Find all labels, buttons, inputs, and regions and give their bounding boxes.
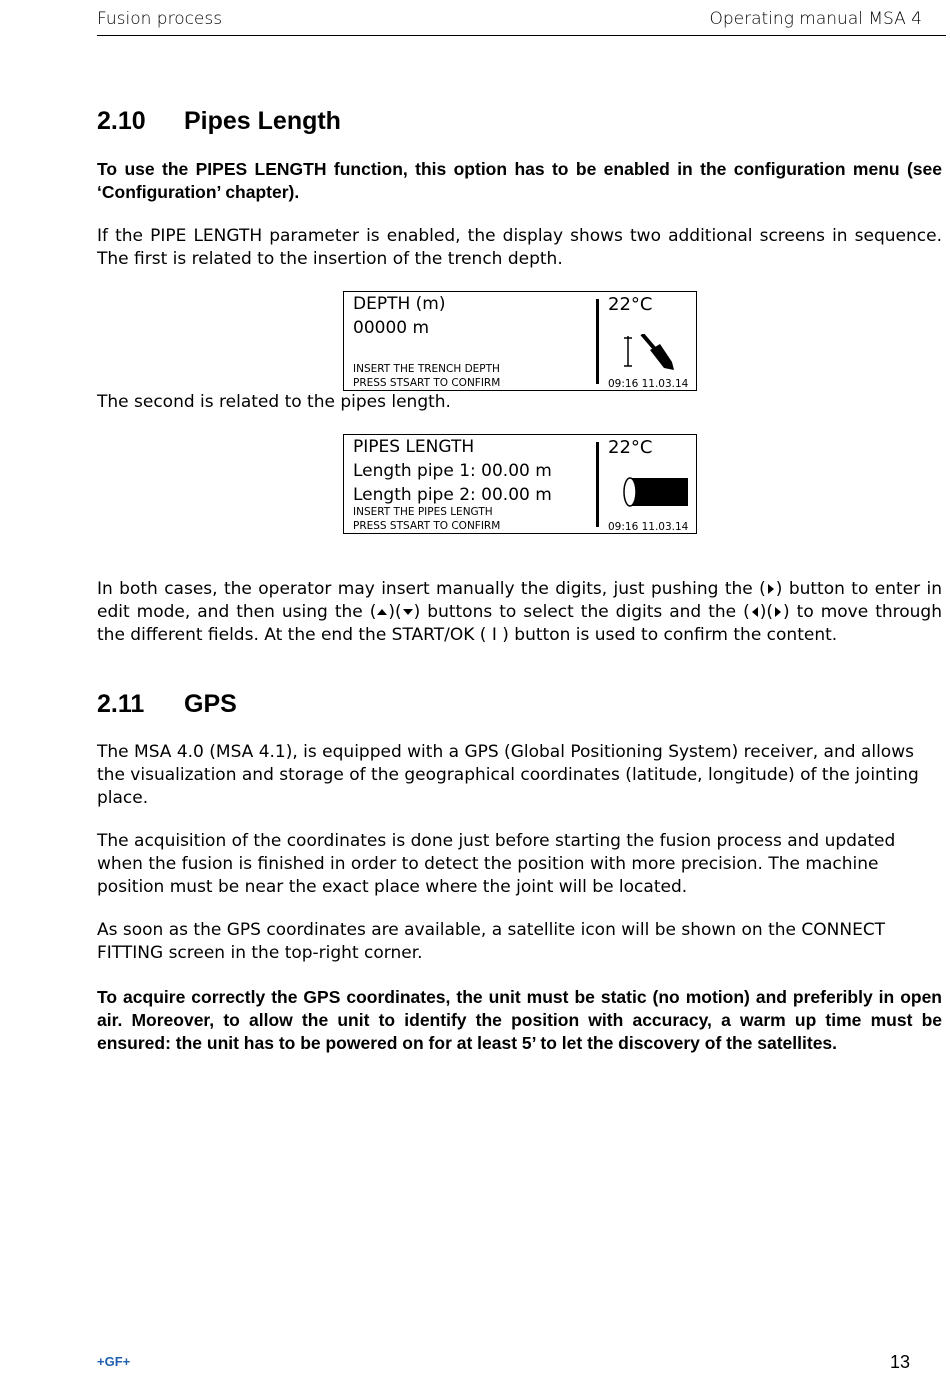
arrow-right-icon: [766, 583, 776, 595]
screen-divider: [596, 299, 599, 384]
section-number: 2.11: [97, 690, 145, 718]
screen-line-1: Length pipe 1: 00.00 m: [353, 461, 552, 481]
shovel-icon: [620, 334, 680, 374]
screen-clock: 09:16 11.03.14: [608, 378, 689, 390]
section-heading-pipes-length: [97, 107, 341, 136]
screen-line-2: Length pipe 2: 00.00 m: [353, 485, 552, 505]
paragraph-gps-acquisition: The acquisition of the coordinates is done just before starting the fusion process and updated when the fusion is finished in order to detect the position with more precision. The machine position must be near the exact place where the joint will be located.: [97, 831, 896, 897]
text-run: ) to move through the different fields. At the end the START/OK ( I ) button is used to confirm the content.: [97, 602, 942, 645]
header-right: Operating manual MSA 4: [709, 9, 922, 29]
page-header: [97, 9, 946, 36]
paragraph-second: The second is related to the pipes length.: [97, 392, 451, 412]
pipes-length-screen: [343, 434, 697, 534]
screen-clock: 09:16 11.03.14: [608, 521, 689, 533]
arrow-right-icon: [773, 606, 783, 618]
screen-hint: PRESS STSART TO CONFIRM: [353, 377, 501, 389]
section-title: GPS: [184, 690, 237, 718]
screen-divider: [596, 442, 599, 527]
text-run: In both cases, the operator may insert manually the digits, just pushing the (: [97, 579, 766, 599]
text-run: ) button to enter in edit mode, and then using the (: [97, 579, 943, 622]
screen-hint: INSERT THE TRENCH DEPTH: [353, 363, 500, 375]
screen-hint: PRESS STSART TO CONFIRM: [353, 520, 501, 532]
screen-title: DEPTH (m): [353, 294, 446, 314]
section-title: Pipes Length: [184, 107, 341, 135]
temperature-label: 22°C: [608, 437, 653, 458]
arrow-left-icon: [750, 606, 760, 618]
pipe-icon: [621, 475, 691, 509]
bold-gps-note: To acquire correctly the GPS coordinates, the unit must be static (no motion) and preferibly in open air. Moreover, to allow the unit to identify the position with accuracy, a warm up time must be ensured: the unit has to be powered on for at least 5’ to let the discovery of the satellites.: [97, 987, 942, 1053]
gf-logo: +GF+: [97, 1354, 131, 1369]
bold-intro: To use the PIPES LENGTH function, this option has to be enabled in the configuration menu (see ‘Configuration’ chapter).: [97, 159, 942, 202]
paragraph-gps-intro: The MSA 4.0 (MSA 4.1), is equipped with a GPS (Global Positioning System) receiver, and allows the visualization and storage of the geographical coordinates (latitude, longitude) of the jointing place.: [97, 742, 919, 808]
temperature-label: 22°C: [608, 294, 653, 315]
paragraph-intro: If the PIPE LENGTH parameter is enabled, the display shows two additional screens in sequence. The first is related to the insertion of the trench depth.: [97, 226, 942, 269]
text-run: )(: [759, 602, 774, 622]
screen-title: PIPES LENGTH: [353, 437, 475, 457]
paragraph-edit-instructions: [97, 578, 942, 647]
depth-screen: [343, 291, 697, 391]
screen-value: 00000 m: [353, 318, 430, 338]
page-number: 13: [889, 1352, 910, 1372]
text-run: )(: [388, 602, 402, 622]
arrow-down-icon: [402, 607, 414, 617]
screen-hint: INSERT THE PIPES LENGTH: [353, 506, 493, 518]
header-left: Fusion process: [97, 9, 223, 29]
section-heading-gps: [97, 690, 237, 719]
arrow-up-icon: [376, 607, 388, 617]
section-number: 2.10: [97, 107, 146, 135]
paragraph-gps-icon: As soon as the GPS coordinates are available, a satellite icon will be shown on the CONNECT FITTING screen in the top-right corner.: [97, 920, 886, 963]
text-run: ) buttons to select the digits and the (: [413, 602, 750, 622]
